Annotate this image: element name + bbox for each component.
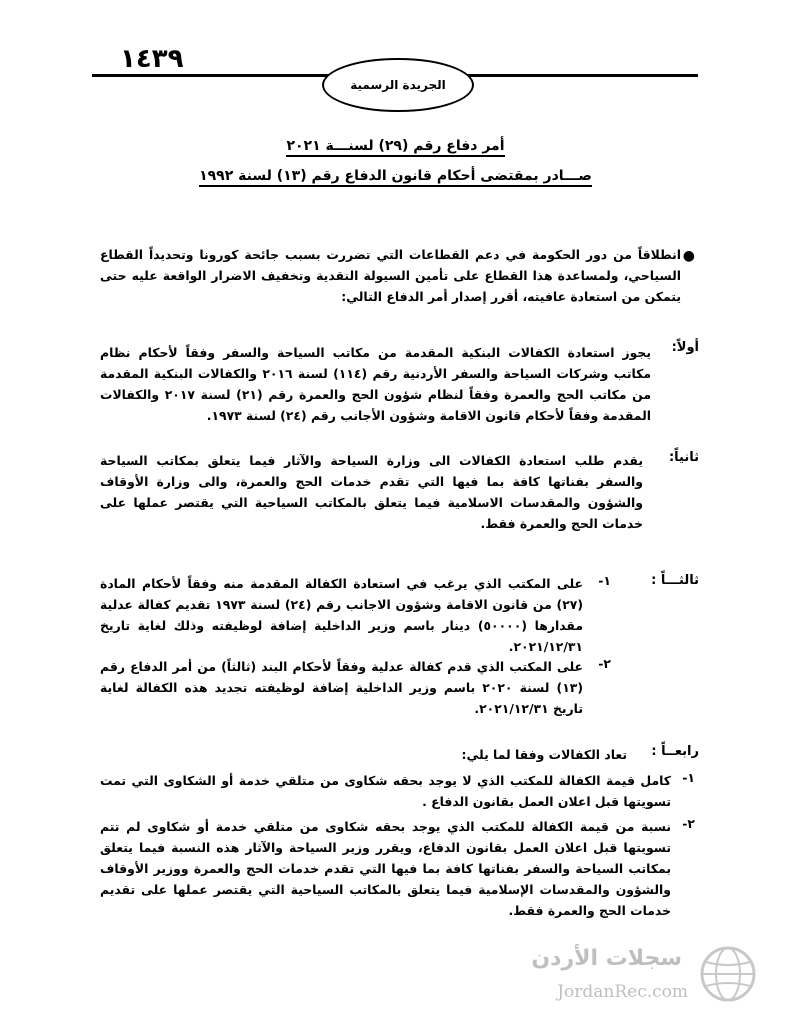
order-title-line1: أمر دفاع رقم (٢٩) لسنـــة ٢٠٢١ bbox=[286, 138, 504, 157]
section-first-text: يجوز استعادة الكفالات البنكية المقدمة من مكاتب السياحة والسفر وفقاً لأحكام نظام مكاتب وشركات السياحة والسفر الأردنية رقم (١١٤) لسنة ٢٠١٦ والكفالات البنكية المقدمة من مكاتب الحج والعمرة وفقاً لنظام شؤون الحج والعمرة رقم (٢١) لسنة ٢٠١٧ والكفالات المقدمة وفقاً لأحكام قانون الاقامة وشؤون الأجانب رقم (٢٤) لسنة ١٩٧٣. bbox=[100, 345, 652, 423]
order-subtitle bbox=[0, 168, 791, 184]
section-fourth-item1-text: كامل قيمة الكفالة للمكتب الذي لا يوجد بحقه شكاوى من متلقي خدمة أو الشكاوى التي تمت تسويتها قبل اعلان العمل بقانون الدفاع . bbox=[100, 773, 671, 809]
section-third-item1-number: ١- bbox=[598, 573, 611, 588]
section-fourth-item2-number: ٢- bbox=[682, 816, 695, 831]
watermark bbox=[531, 938, 770, 1018]
section-fourth-item2-text: نسبة من قيمة الكفالة للمكتب الذي يوجد بحقه شكاوى من متلقي خدمة أو شكاوى لم تتم تسويتها قبل اعلان العمل بقانون الدفاع، ويقرر وزير السياحة والآثار هذه النسبة فيما يتعلق بمكاتب السياحة والسفر بفناتها كافة بما فيها التي تقدم خدمات الحج والعمرة ووزير الأوقاف والشؤون والمقدسات الإسلامية فيما يتعلق بالمكاتب السياحية التي يقتصر عملها على تقديم خدمات الحج والعمرة فقط. bbox=[100, 819, 671, 918]
section-third-label: ثالثـــاً : bbox=[651, 573, 699, 588]
section-third-item2-text: على المكتب الذي قدم كفالة عدلية وفقاً لأحكام البند (ثالثاً) من أمر الدفاع رقم (١٣) لسنة ٢٠٢٠ باسم وزير الداخلية إضافة لوظيفته تجديد هذه الكفالة لغاية تاريخ ٢٠٢١/١٢/٣١. bbox=[100, 659, 584, 716]
preamble-paragraph bbox=[100, 244, 695, 307]
section-fourth-intro: تعاد الكفالات وفقا لما يلي: bbox=[461, 747, 627, 762]
section-second-label: ثانياً: bbox=[668, 450, 699, 465]
order-title-line2: صـــادر بمقتضى أحكام قانون الدفاع رقم (١٣) لسنة ١٩٩٢ bbox=[199, 168, 592, 187]
watermark-english-text: JordanRec.com bbox=[557, 982, 688, 1002]
preamble-text: انطلاقاً من دور الحكومة في دعم القطاعات التي تضررت بسبب جائحة كورونا وتحديداً القطاع السياحي، ولمساعدة هذا القطاع على تأمين السيولة النقدية وتخفيف الاضرار الواقعة عليه حتى يتمكن من استعادة عافيته، أقرر إصدار أمر الدفاع التالي: bbox=[100, 247, 681, 304]
section-fourth-item1-number: ١- bbox=[682, 770, 695, 785]
section-first-label: أولاً: bbox=[671, 340, 699, 355]
bullet-icon: ● bbox=[682, 248, 695, 264]
gazette-header-oval bbox=[322, 58, 474, 112]
page-number: ١٤٣٩ bbox=[120, 44, 184, 74]
section-third-item1-text: على المكتب الذي يرغب في استعادة الكفالة المقدمة منه وفقاً لأحكام المادة (٢٧) من قانون الاقامة وشؤون الاجانب رقم (٢٤) لسنة ١٩٧٣ تقديم كفالة عدلية مقدارها (٥٠٠٠٠) دينار باسم وزير الداخلية إضافة لوظيفته وذلك لغاية تاريخ ٢٠٢١/١٢/٣١. bbox=[100, 576, 583, 654]
section-fourth-label: رابعــاً : bbox=[651, 744, 699, 759]
order-title bbox=[0, 138, 791, 154]
globe-logo-icon bbox=[696, 942, 760, 1006]
gazette-name: الجريدة الرسمية bbox=[350, 78, 446, 92]
section-second-text: يقدم طلب استعادة الكفالات الى وزارة السياحة والآثار فيما يتعلق بمكاتب السياحة والسفر بفناتها كافة بما فيها التي تقدم خدمات الحج والعمرة، والى وزارة الأوقاف والشؤون والمقدسات الاسلامية فيما يتعلق بالمكاتب السياحية التي يقتصر عملها على خدمات الحج والعمرة فقط. bbox=[100, 453, 643, 531]
section-third-item2-number: ٢- bbox=[598, 656, 611, 671]
watermark-arabic-text: سجلات الأردن bbox=[531, 946, 682, 971]
